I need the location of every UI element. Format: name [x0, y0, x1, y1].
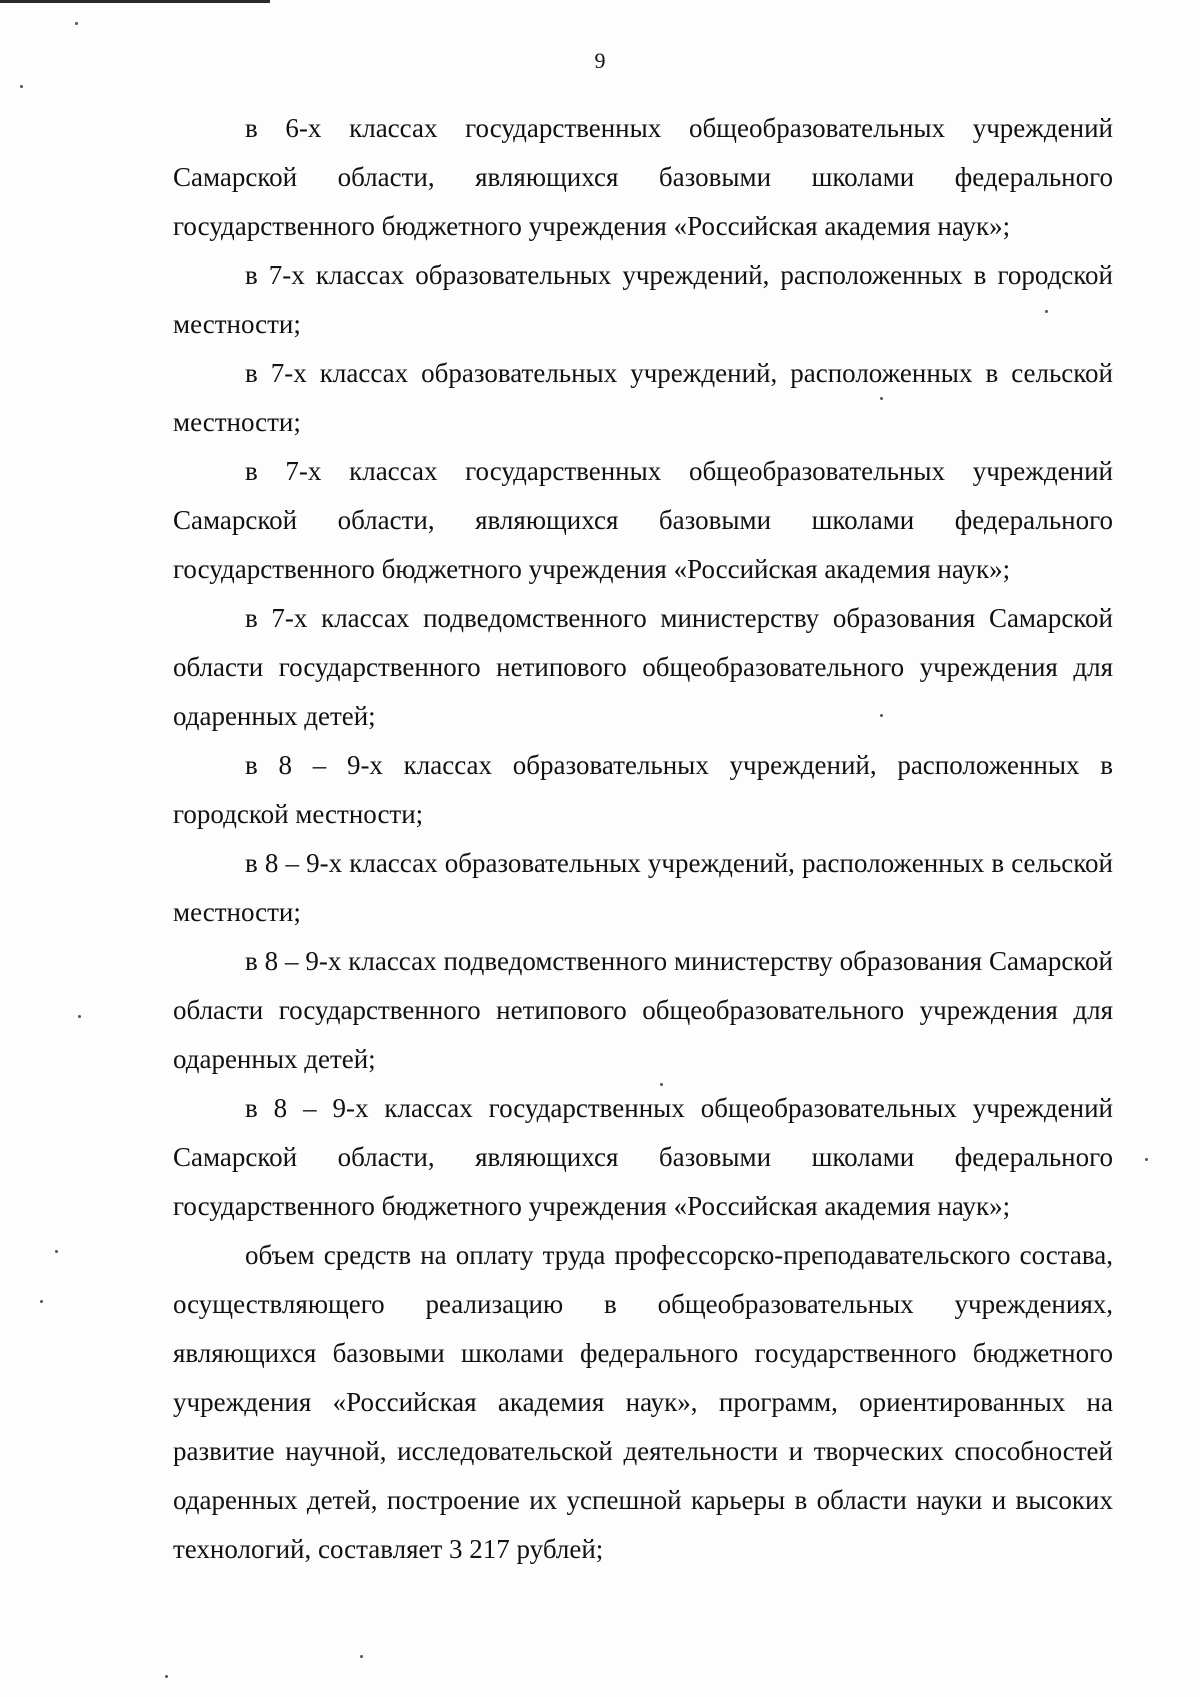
paragraph: в 7-х классах образовательных учреждений, расположенных в сельской местности; — [173, 358, 1113, 437]
scan-speck — [165, 1675, 168, 1678]
paragraph: в 6-х классах государственных общеобразовательных учреждений Самарской области, являющихся базовыми школами федерального государственного бюджетного учреждения «Российская академия наук»; — [173, 113, 1113, 241]
scan-speck — [20, 85, 23, 88]
document-body — [173, 104, 1113, 1574]
scan-speck — [55, 1250, 58, 1253]
paragraph: в 8 – 9-х классах образовательных учреждений, расположенных в сельской местности; — [173, 848, 1113, 927]
paragraph: в 8 – 9-х классах образовательных учреждений, расположенных в городской местности; — [173, 750, 1113, 829]
page-number: 9 — [594, 48, 606, 73]
paragraph: объем средств на оплату труда профессорско-преподавательского состава, осуществляющего реализацию в общеобразовательных учреждениях, являющихся базовыми школами федерального государственного бюджетного учреждения «Российская академия наук», программ, ориентированных на развитие научной, исследовательской деятельности и творческих способностей одаренных детей, построение их успешной карьеры в области науки и высоких технологий, составляет 3 217 рублей; — [173, 1240, 1113, 1564]
scan-artifact-line — [0, 0, 270, 3]
scan-speck — [40, 1300, 43, 1303]
paragraph: в 8 – 9-х классах государственных общеобразовательных учреждений Самарской области, являющихся базовыми школами федерального государственного бюджетного учреждения «Российская академия наук»; — [173, 1093, 1113, 1221]
paragraph: в 8 – 9-х классах подведомственного министерству образования Самарской области государственного нетипового общеобразовательного учреждения для одаренных детей; — [173, 946, 1113, 1074]
paragraph: в 7-х классах образовательных учреждений, расположенных в городской местности; — [173, 260, 1113, 339]
scan-speck — [1145, 1158, 1148, 1161]
scan-speck — [360, 1655, 363, 1658]
paragraph: в 7-х классах государственных общеобразовательных учреждений Самарской области, являющихся базовыми школами федерального государственного бюджетного учреждения «Российская академия наук»; — [173, 456, 1113, 584]
scan-speck — [78, 1015, 81, 1018]
paragraph: в 7-х классах подведомственного министерству образования Самарской области государственного нетипового общеобразовательного учреждения для одаренных детей; — [173, 603, 1113, 731]
scan-speck — [75, 22, 78, 25]
